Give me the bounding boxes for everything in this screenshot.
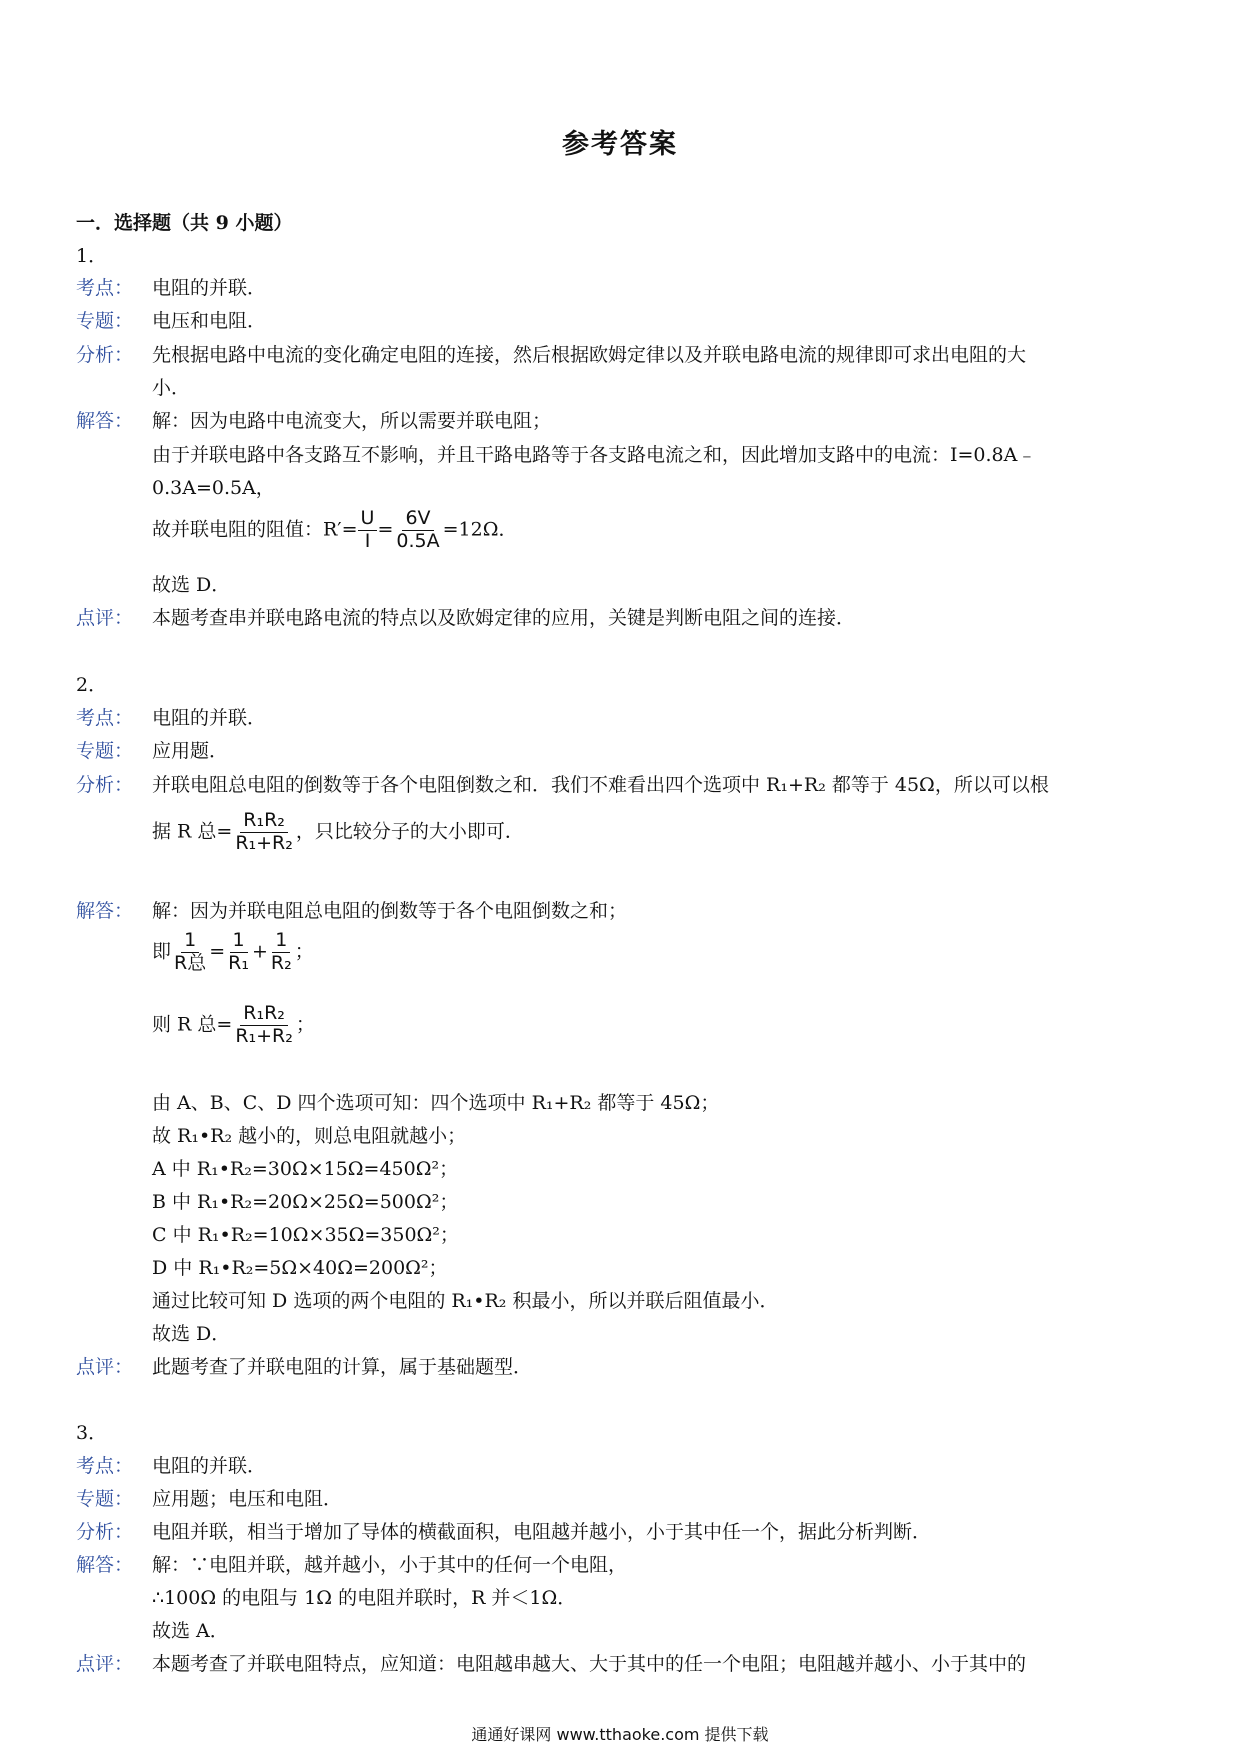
q2-formula-ze: 则 R 总= $\frac{\text{R₁R₂}}{\text{R₁+R₂}}$ ； — [152, 1002, 315, 1047]
formula-prefix: 据 R 总= — [152, 820, 233, 843]
q1-formula: 故并联电阻的阻值：R′= $\frac{U}{I}$ = $\frac{6V}{0.5A}$ =12Ω． — [152, 507, 518, 552]
q2-option-c: C 中 R₁•R₂=10Ω×35Ω=350Ω²； — [152, 1224, 459, 1246]
q2-fenxi-line1: 并联电阻总电阻的倒数等于各个电阻倒数之和．我们不难看出四个选项中 R₁+R₂ 都等于 45Ω，所以可以根 — [152, 774, 1049, 796]
label-dianping: 点评： — [76, 1356, 134, 1378]
formula-prefix: 即 — [152, 940, 172, 963]
label-fenxi: 分析： — [76, 774, 134, 796]
formula-result: =12Ω． — [442, 518, 518, 541]
q2-formula-ji: 即 $\frac{1}{\text{R总}}$ = $\frac{1}{\text{R₁}}$ + $\frac{1}{\text{R₂}}$ ； — [152, 929, 314, 974]
label-kaodian: 考点： — [76, 707, 134, 729]
fraction-denominator: R₂ — [270, 951, 292, 974]
label-kaodian: 考点： — [76, 1455, 134, 1477]
label-jieda: 解答： — [76, 410, 134, 432]
q2-jieda-line1: 解：因为并联电阻总电阻的倒数等于各个电阻倒数之和； — [152, 900, 628, 922]
page-title: 参考答案 — [562, 129, 678, 160]
q2-kaodian: 电阻的并联． — [152, 707, 267, 729]
q2-dianping: 此题考查了并联电阻的计算，属于基础题型． — [152, 1356, 533, 1378]
label-zhuanti: 专题： — [76, 740, 134, 762]
q2-jieda-line-b: 故 R₁•R₂ 越小的，则总电阻就越小； — [152, 1125, 467, 1147]
question-number: 3． — [76, 1422, 108, 1444]
label-zhuanti: 专题： — [76, 1488, 134, 1510]
page-footer: 通通好课网 www.tthaoke.com 提供下载 — [471, 1725, 769, 1744]
label-fenxi: 分析： — [76, 344, 134, 366]
fraction-numerator: 1 — [272, 930, 290, 953]
formula-suffix: ，只比较分子的大小即可． — [295, 820, 524, 843]
q2-jieda-line-a: 由 A、B、C、D 四个选项可知：四个选项中 R₁+R₂ 都等于 45Ω； — [152, 1092, 720, 1114]
q3-jieda-choice: 故选 A． — [152, 1620, 229, 1642]
fraction-denominator: R₁+R₂ — [235, 831, 293, 854]
q2-zhuanti: 应用题． — [152, 740, 229, 762]
fraction-denominator: 0.5A — [396, 529, 440, 552]
q2-jieda-line-c: 通过比较可知 D 选项的两个电阻的 R₁•R₂ 积最小，所以并联后阻值最小． — [152, 1290, 779, 1312]
q3-kaodian: 电阻的并联． — [152, 1455, 267, 1477]
fraction-1-over-rtotal — [171, 930, 209, 975]
fraction-denominator: R₁ — [228, 951, 249, 974]
q3-jieda-line1: 解：∵电阻并联，越并越小，小于其中的任何一个电阻， — [152, 1554, 628, 1576]
label-dianping: 点评： — [76, 607, 134, 629]
fraction-6v-over-05a — [393, 508, 442, 553]
fraction-denominator: R₁+R₂ — [235, 1024, 293, 1047]
q1-jieda-line3: 0.3A=0.5A， — [152, 477, 275, 499]
label-zhuanti: 专题： — [76, 310, 134, 332]
q2-fenxi-formula — [152, 810, 524, 855]
q1-jieda-line1: 解：因为电路中电流变大，所以需要并联电阻； — [152, 410, 552, 432]
fraction-numerator: U — [358, 508, 378, 531]
q1-fenxi-line2: 小． — [152, 377, 191, 399]
fraction-numerator: 1 — [181, 930, 199, 953]
fraction-r1r2-over-sum — [232, 810, 296, 855]
section-heading: 一．选择题（共 9 小题） — [76, 212, 293, 234]
q1-dianping: 本题考查串并联电路电流的特点以及欧姆定律的应用，关键是判断电阻之间的连接． — [152, 607, 856, 629]
label-dianping: 点评： — [76, 1653, 134, 1675]
fraction-numerator: 1 — [230, 930, 248, 953]
q3-zhuanti: 应用题；电压和电阻． — [152, 1488, 343, 1510]
fraction-1-over-r2 — [268, 930, 295, 975]
fraction-numerator: R₁R₂ — [240, 1003, 288, 1026]
question-number: 1． — [76, 245, 108, 267]
label-kaodian: 考点： — [76, 277, 134, 299]
question-number: 2． — [76, 674, 108, 696]
formula-prefix: 则 R 总= — [152, 1013, 233, 1036]
label-jieda: 解答： — [76, 1554, 134, 1576]
fraction-u-over-i — [358, 508, 378, 553]
fraction-denominator: R总 — [174, 951, 207, 974]
fraction-denominator: I — [364, 529, 371, 552]
q1-jieda-line2: 由于并联电路中各支路互不影响，并且干路电路等于各支路电流之和，因此增加支路中的电流：I=0.8A﹣ — [152, 444, 1037, 466]
q2-option-d: D 中 R₁•R₂=5Ω×40Ω=200Ω²； — [152, 1257, 448, 1279]
fraction-1-over-r1 — [225, 930, 252, 975]
fraction-numerator: R₁R₂ — [240, 810, 288, 833]
q3-jieda-line2: ∴100Ω 的电阻与 1Ω 的电阻并联时，R 并＜1Ω． — [152, 1587, 577, 1609]
q1-zhuanti: 电压和电阻． — [152, 310, 267, 332]
q3-dianping: 本题考查了并联电阻特点，应知道：电阻越串越大、大于其中的任一个电阻；电阻越并越小、小于其中的 — [152, 1653, 1027, 1675]
label-fenxi: 分析： — [76, 1521, 134, 1543]
q1-kaodian: 电阻的并联． — [152, 277, 267, 299]
q1-fenxi-line1: 先根据电路中电流的变化确定电阻的连接，然后根据欧姆定律以及并联电路电流的规律即可求出电阻的大 — [152, 344, 1027, 366]
q2-jieda-choice: 故选 D． — [152, 1323, 231, 1345]
fraction-numerator: 6V — [402, 508, 433, 531]
label-jieda: 解答： — [76, 900, 134, 922]
q3-fenxi: 电阻并联，相当于增加了导体的横截面积，电阻越并越小，小于其中任一个，据此分析判断． — [152, 1521, 932, 1543]
q1-jieda-choice: 故选 D． — [152, 574, 231, 596]
formula-prefix: 故并联电阻的阻值：R′= — [152, 518, 358, 541]
q2-option-b: B 中 R₁•R₂=20Ω×25Ω=500Ω²； — [152, 1191, 459, 1213]
q2-option-a: A 中 R₁•R₂=30Ω×15Ω=450Ω²； — [152, 1158, 459, 1180]
fraction-r1r2-over-sum — [232, 1003, 296, 1048]
